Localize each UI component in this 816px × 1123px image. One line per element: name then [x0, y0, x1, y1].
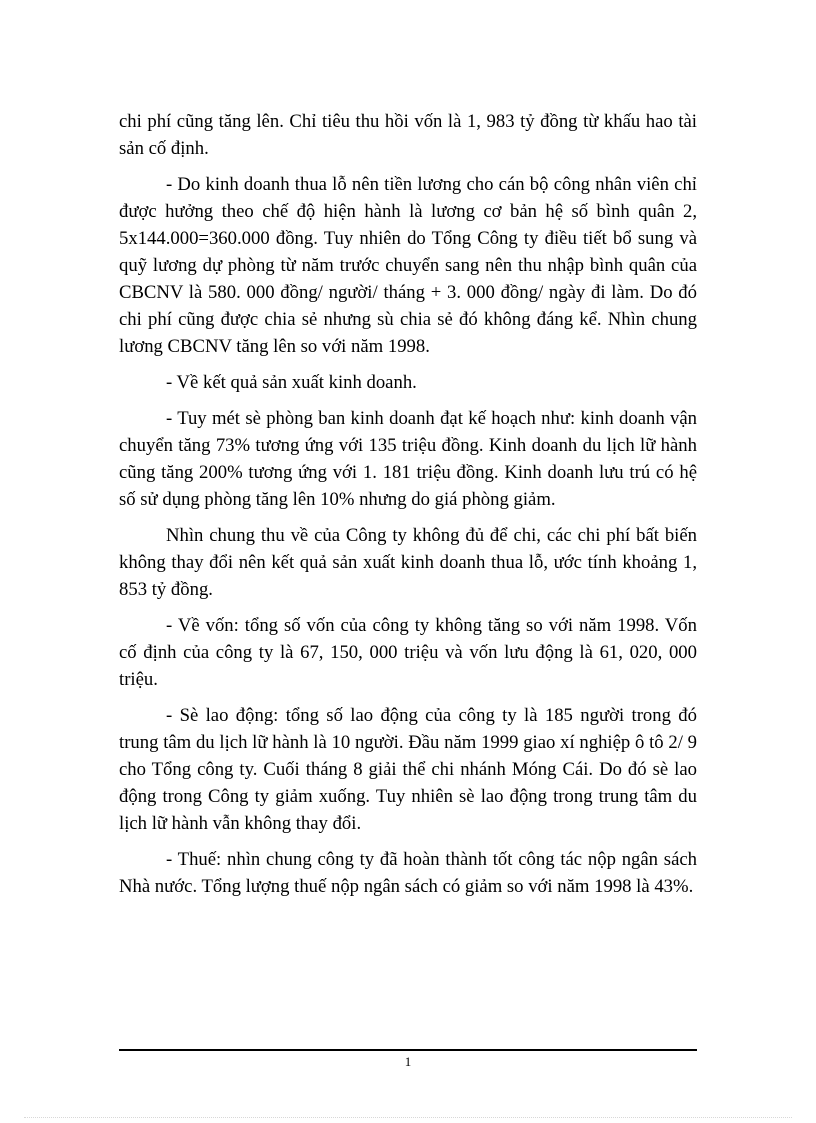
document-body: [119, 108, 697, 909]
paragraph-capital: - Về vốn: tổng số vốn của công ty không tăng so với năm 1998. Vốn cố định của công ty là 67, 150, 000 triệu và vốn lưu động là 61, 020, 000 triệu.: [119, 615, 697, 690]
page-bottom-edge: [24, 1117, 792, 1118]
paragraph-labor: - Sè lao động: tổng số lao động của công ty là 185 người trong đó trung tâm du lịch lữ hành là 10 người. Đầu năm 1999 giao xí nghiệp ô tô 2/ 9 cho Tổng công ty. Cuối tháng 8 giải thể chi nhánh Móng Cái. Do đó sè lao động trong Công ty giảm xuống. Tuy nhiên sè lao động trong trung tâm du lịch lữ hành vẫn không thay đổi.: [119, 705, 697, 834]
paragraph-overall-result: Nhìn chung thu về của Công ty không đủ để chi, các chi phí bất biến không thay đổi nên kết quả sản xuất kinh doanh thua lỗ, ước tính khoảng 1, 853 tỷ đồng.: [119, 525, 697, 600]
paragraph-departments: - Tuy mét sè phòng ban kinh doanh đạt kế hoạch như: kinh doanh vận chuyển tăng 73% tương ứng với 135 triệu đồng. Kinh doanh du lịch lữ hành cũng tăng 200% tương ứng với 1. 181 triệu đồng. Kinh doanh lưu trú có hệ số sử dụng phòng tăng lên 10% nhưng do giá phòng giảm.: [119, 408, 697, 510]
paragraph-business-results-heading: - Về kết quả sản xuất kinh doanh.: [166, 372, 417, 393]
paragraph-tax: - Thuế: nhìn chung công ty đã hoàn thành tốt công tác nộp ngân sách Nhà nước. Tổng lượng thuế nộp ngân sách có giảm so với năm 1998 là 43%.: [119, 849, 697, 897]
footer-divider: [119, 1049, 697, 1051]
paragraph-salary: - Do kinh doanh thua lỗ nên tiền lương cho cán bộ công nhân viên chỉ được hưởng theo chế độ hiện hành là lương cơ bản hệ số bình quân 2, 5x144.000=360.000 đồng. Tuy nhiên do Tổng Công ty điều tiết bổ sung và quỹ lương dự phòng từ năm trước chuyển sang nên thu nhập bình quân của CBCNV là 580. 000 đồng/ người/ tháng + 3. 000 đồng/ ngày đi làm. Do đó chi phí cũng được chia sẻ nhưng sù chia sẻ đó không đáng kể. Nhìn chung lương CBCNV tăng lên so với năm 1998.: [119, 174, 697, 357]
page-number: 1: [404, 1054, 412, 1069]
paragraph-continuation: chi phí cũng tăng lên. Chỉ tiêu thu hồi vốn là 1, 983 tỷ đồng từ khấu hao tài sản cố định.: [119, 111, 697, 159]
